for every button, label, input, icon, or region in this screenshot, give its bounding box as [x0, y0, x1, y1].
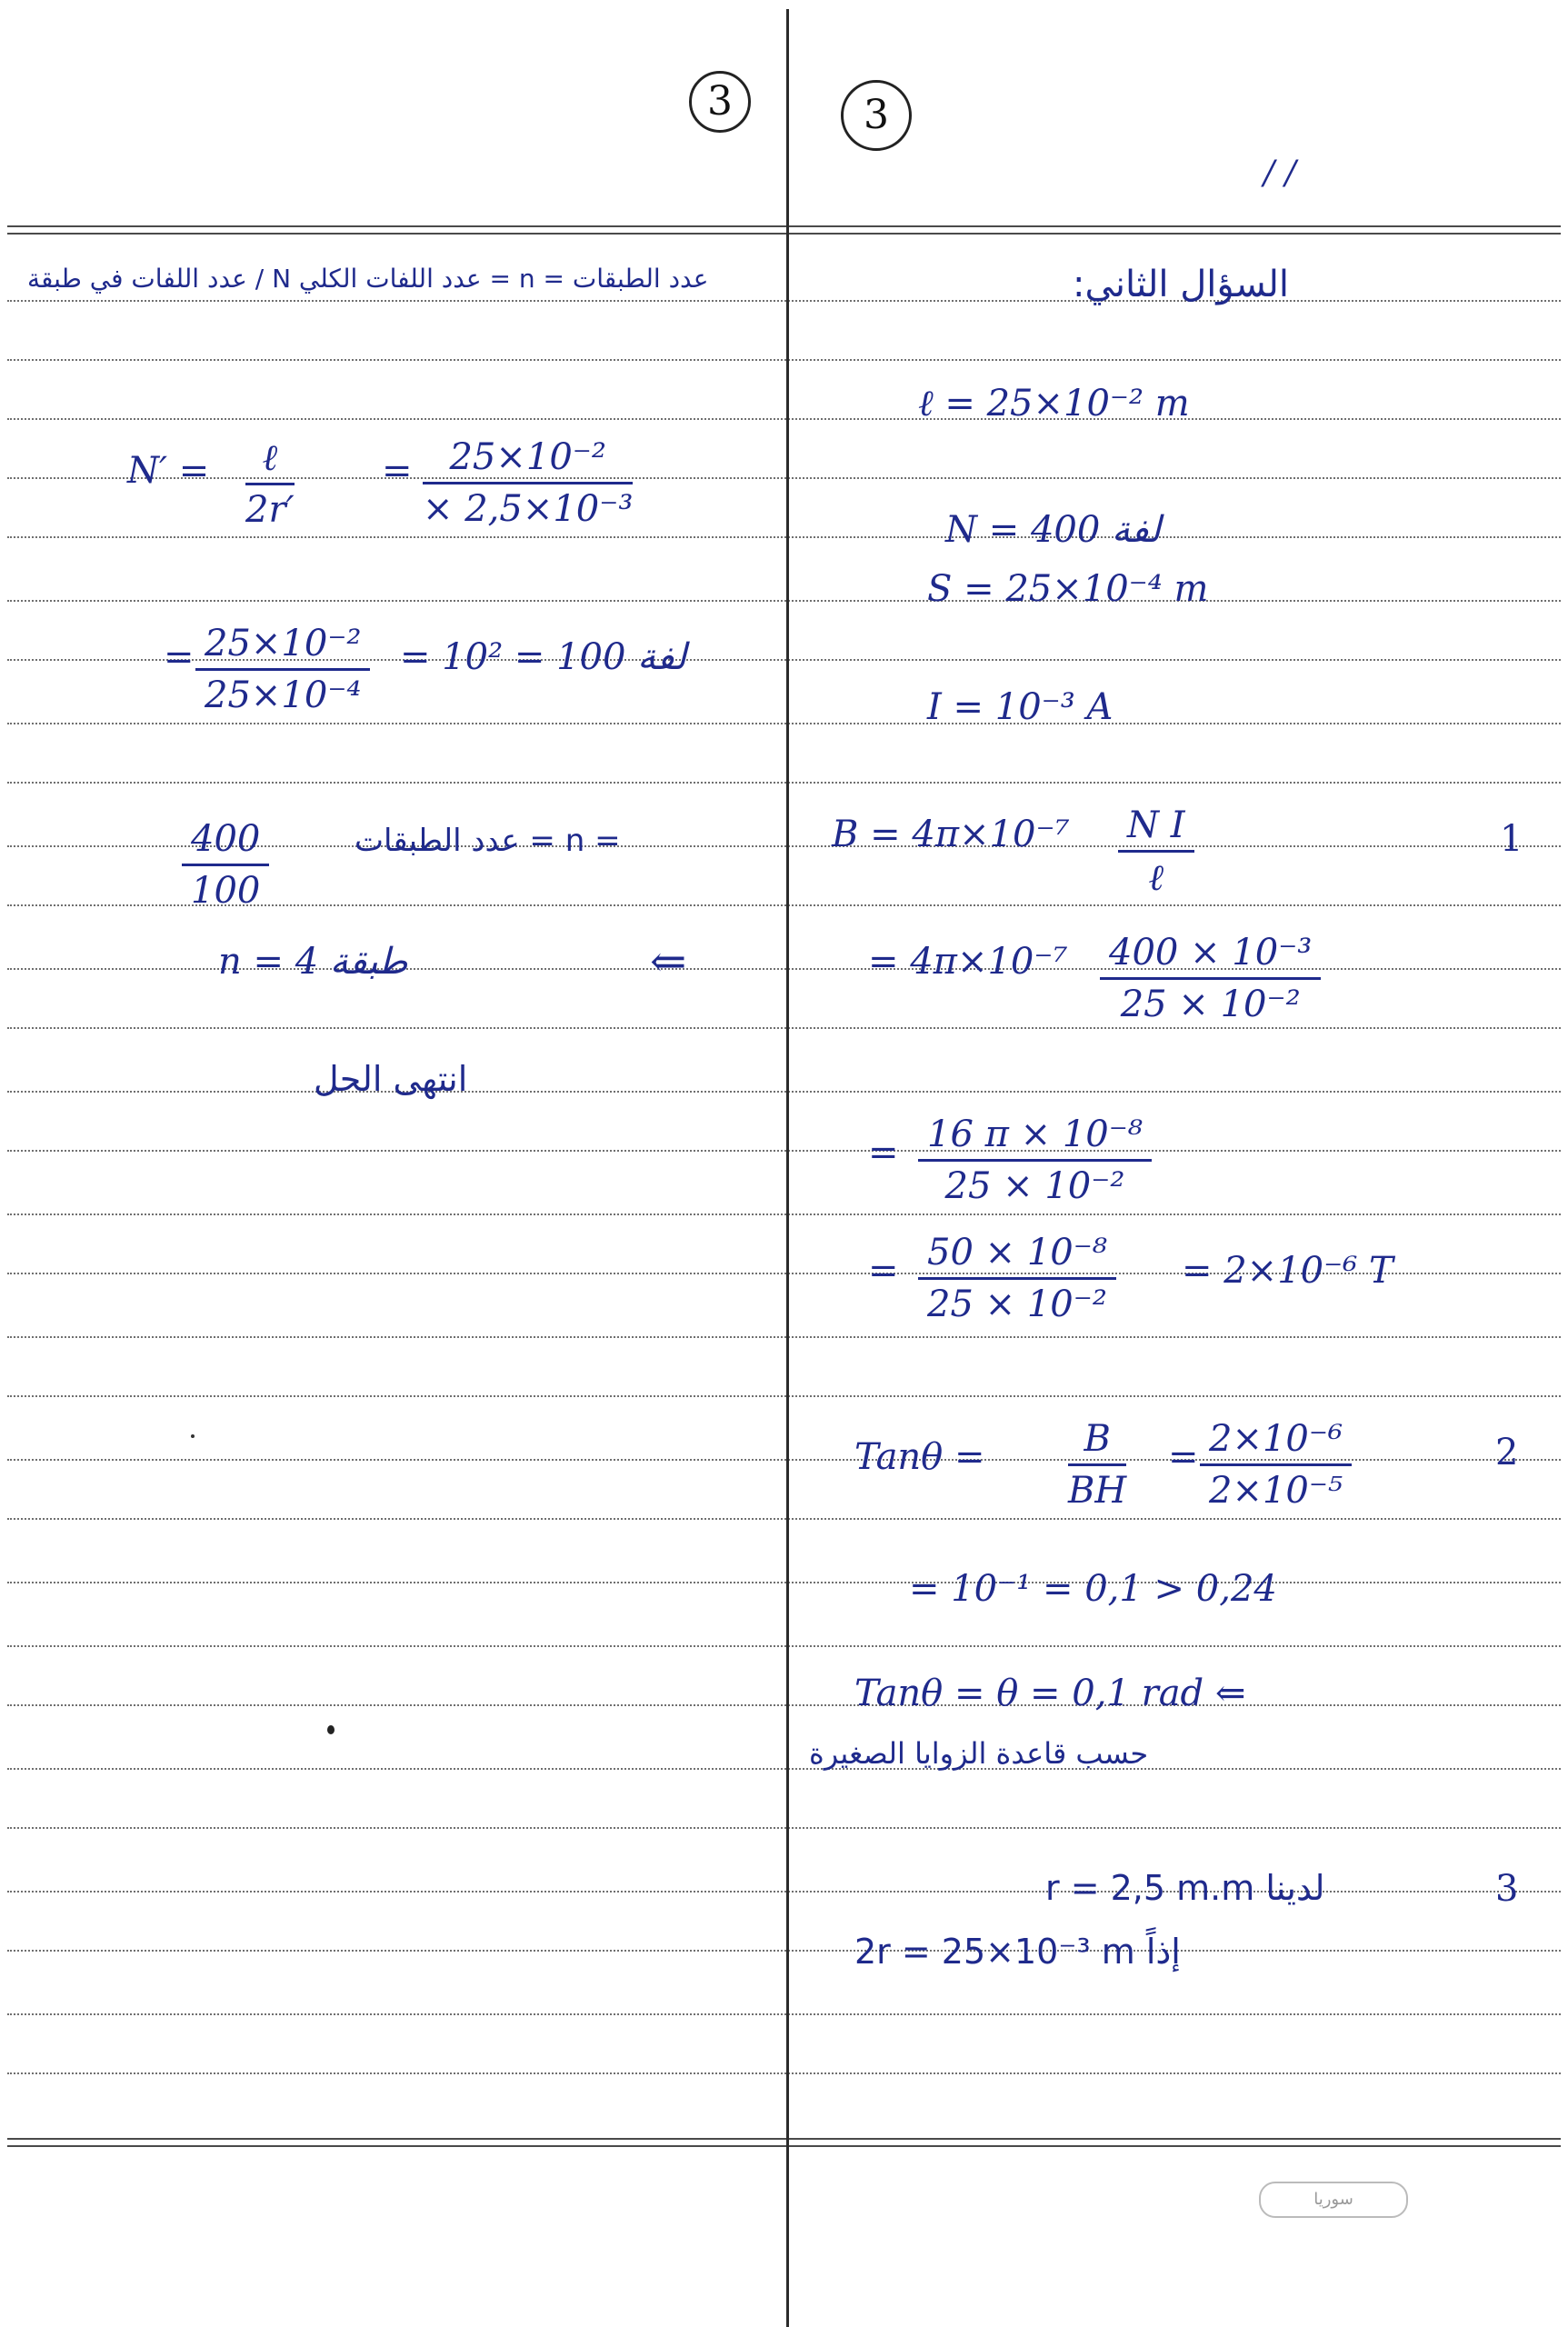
tick-marks: / / [1263, 155, 1296, 192]
part-3-label: 3 [1495, 1868, 1519, 1910]
given-turns: N = 400 لفة [945, 509, 1161, 551]
b-substitution-numerator: 400 × 10⁻³ [1100, 932, 1321, 980]
n-prime-step-fraction [195, 623, 370, 716]
diameter-value: إذاً 2r = 25×10⁻³ m [854, 1932, 1181, 1972]
b-step3-numerator: 50 × 10⁻⁸ [918, 1232, 1116, 1280]
tan-ratio-numerator: B [1068, 1418, 1126, 1466]
column-divider [786, 9, 789, 2327]
b-formula-denominator: ℓ [1148, 857, 1164, 899]
tan-ratio-fraction [1068, 1418, 1126, 1512]
b-step2-numerator: 16 π × 10⁻⁸ [918, 1114, 1152, 1162]
stray-dot [191, 1434, 195, 1438]
n-prime-lhs: N′ = [127, 450, 210, 492]
n-prime-value-denominator: × 2,5×10⁻³ [423, 488, 634, 530]
radius-given: لدينا r = 2,5 m.m [1045, 1868, 1325, 1908]
footer-stamp: سوريا [1259, 2182, 1408, 2218]
layers-denominator: 100 [191, 870, 261, 912]
layers-fraction [182, 818, 269, 912]
b-substitution-denominator: 25 × 10⁻² [1120, 984, 1301, 1025]
layers-equation: = n = عدد الطبقات [355, 823, 621, 859]
b-substitution-lhs: = 4π×10⁻⁷ [868, 941, 1068, 983]
part-1-label: 1 [1500, 818, 1523, 860]
layers-result: n = 4 طبقة [218, 941, 408, 983]
tan-theta-approx: Tanθ = θ = 0,1 rad ⇐ [854, 1673, 1246, 1714]
layers-formula: عدد الطبقات = n = عدد اللفات الكلي N / عدد اللفات في طبقة [27, 264, 709, 294]
n-prime-step-equals: = [164, 636, 195, 678]
footer-double-rule [7, 2138, 1561, 2147]
tan-value-denominator: 2×10⁻⁵ [1209, 1470, 1343, 1512]
part-2-label: 2 [1495, 1432, 1519, 1473]
n-prime-numerator: ℓ [245, 436, 295, 485]
tan-equals: = [1168, 1436, 1199, 1478]
header-double-rule [7, 225, 1561, 235]
b-formula-fraction [1118, 804, 1194, 899]
n-prime-value-fraction [423, 436, 633, 530]
n-prime-equals: = [382, 450, 413, 492]
tan-ratio-denominator: BH [1068, 1470, 1127, 1512]
given-length: ℓ = 25×10⁻² m [918, 383, 1190, 424]
b-result: = 2×10⁻⁶ T [1182, 1250, 1393, 1292]
n-prime-value-numerator: 25×10⁻² [423, 436, 633, 484]
double-arrow-icon: ⇐ [650, 936, 687, 987]
n-prime-step-numerator: 25×10⁻² [195, 623, 370, 671]
n-prime-denominator: 2r′ [245, 489, 295, 531]
b-step3-denominator: 25 × 10⁻² [927, 1283, 1107, 1325]
b-formula-lhs: B = 4π×10⁻⁷ [832, 814, 1070, 855]
page-number-right: 3 [841, 80, 912, 151]
tan-value-fraction [1200, 1418, 1352, 1512]
tan-value-numerator: 2×10⁻⁶ [1200, 1418, 1352, 1466]
b-step3-fraction [918, 1232, 1116, 1325]
question-heading: السؤال الثاني: [1073, 264, 1290, 305]
b-formula-numerator: N I [1118, 804, 1194, 853]
tan-result: = 10⁻¹ = 0,1 > 0,24 [909, 1568, 1277, 1610]
stray-dot [327, 1725, 335, 1734]
solution-end-note: انتهى الحل [314, 1059, 468, 1099]
b-step3-equals: = [868, 1250, 899, 1292]
b-substitution-fraction [1100, 932, 1321, 1025]
b-step2-fraction [918, 1114, 1152, 1207]
n-prime-step-denominator: 25×10⁻⁴ [205, 674, 362, 716]
b-step2-equals: = [868, 1132, 899, 1173]
tan-lhs: Tanθ = [854, 1436, 985, 1478]
small-angle-note: حسب قاعدة الزوايا الصغيرة [809, 1736, 1149, 1771]
n-prime-result: = 10² = 100 لفة [400, 636, 687, 678]
page-number-left: 3 [689, 71, 751, 133]
given-area: S = 25×10⁻⁴ m [927, 568, 1209, 610]
given-current: I = 10⁻³ A [927, 686, 1114, 728]
n-prime-fraction [245, 436, 295, 531]
layers-numerator: 400 [182, 818, 269, 866]
b-step2-denominator: 25 × 10⁻² [944, 1165, 1125, 1207]
